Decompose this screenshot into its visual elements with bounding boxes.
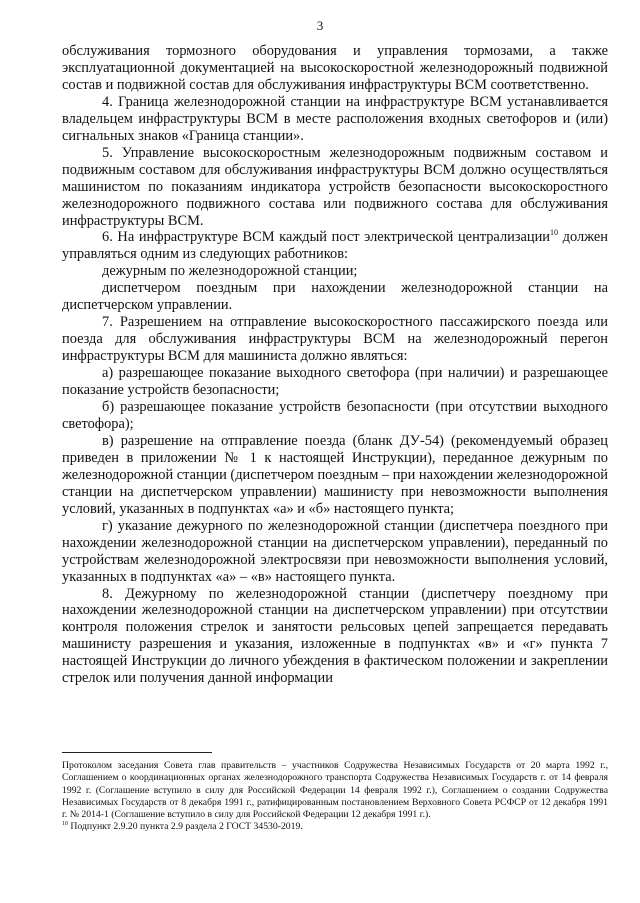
paragraph [62, 263, 608, 280]
paragraph [62, 365, 608, 399]
footnote-separator [62, 752, 212, 753]
paragraph-text: в) разрешение на отправление поезда (бланк ДУ-54) (рекомендуемый образец приведен в приложении № 1 к настоящей Инструкции), переданное дежурным по железнодорожной станции (диспетчером поездным – при нахождении железнодорожной станции на диспетчерском управлении) машинисту при невозможности выполнения условий, указанных в подпунктах «а» и «б» настоящего пункта; [62, 432, 608, 517]
paragraph-text: 6. На инфраструктуре ВСМ каждый пост электрической централизации [102, 229, 550, 246]
paragraph [62, 433, 608, 518]
footnote-text: Подпункт 2.9.20 пункта 2.9 раздела 2 ГОСТ 34530-2019. [68, 821, 303, 833]
paragraph-text: обслуживания тормозного оборудования и управления тормозами, а также эксплуатационной документацией на высокоскоростной железнодорожный подвижной состав и подвижной состав для обслуживания инфраструктуры ВСМ соответственно. [62, 43, 608, 93]
footnote-reference[interactable]: 10 [550, 228, 558, 238]
paragraph-text: 8. Дежурному по железнодорожной станции (диспетчеру поездному при нахождении железнодорожной станции на диспетчерском управлении) при отсутствии контроля положения стрелок и занятости рельсовых цепей запрещается передавать машинисту разрешения и указания, изложенные в подпунктах «в» и «г» пункта 7 настоящей Инструкции до личного убеждения в фактическом положении и закреплении стрелок или получения данной информации [62, 585, 608, 687]
paragraph [62, 280, 608, 314]
paragraph [62, 229, 608, 263]
paragraph-text: а) разрешающее показание выходного светофора (при наличии) и разрешающее показание устройств безопасности; [62, 365, 608, 399]
paragraph [62, 586, 608, 688]
paragraph [62, 43, 608, 94]
paragraph-text: 4. Граница железнодорожной станции на инфраструктуре ВСМ устанавливается владельцем инфраструктуры ВСМ в месте расположения входных светофоров и (или) сигнальных знаков «Граница станции». [62, 93, 608, 144]
paragraph-text: дежурным по железнодорожной станции; [102, 263, 358, 280]
document-body [62, 43, 608, 687]
paragraph [62, 518, 608, 586]
footnote-text: Протоколом заседания Совета глав правительств – участников Содружества Независимых Государств от 20 марта 1992 г., Соглашением о координационных органах железнодорожного транспорта Содружества Независимых Государств г. от 14 февраля 1992 г. (Соглашение вступило в силу для Российской Федерации 14 февраля 1992 г.), Соглашением о создании Содружества Независимых Государств от 8 декабря 1991 г., ратифицированным постановлением Верховного Совета РСФСР от 12 декабря 1991 г. № 2014-1 (Соглашение вступило в силу для Российской Федерации 12 декабря 1991 г.). [62, 760, 608, 821]
paragraph [62, 399, 608, 433]
paragraph [62, 145, 608, 230]
page-number: 3 [316, 18, 324, 33]
paragraph-text: 7. Разрешением на отправление высокоскоростного пассажирского поезда или поезда для обслуживания инфраструктуры ВСМ на железнодорожный перегон инфраструктуры ВСМ для машиниста должно являться: [62, 314, 608, 365]
paragraph-text: 5. Управление высокоскоростным железнодорожным подвижным составом и подвижным составом для обслуживания инфраструктуры ВСМ должно осуществляться машинистом по показаниям индикатора устройств безопасности высокоскоростного железнодорожного подвижного состава или подвижного состава для обслуживания инфраструктуры ВСМ. [62, 144, 608, 229]
paragraph-text-tail: должен управляться одним из следующих работников: [62, 229, 608, 263]
footnote-mark: 10 [62, 821, 68, 828]
paragraph-text: диспетчером поездным при нахождении железнодорожной станции на диспетчерском управлении. [62, 280, 608, 314]
paragraph-text: г) указание дежурного по железнодорожной станции (диспетчера поездного при нахождении железнодорожной станции на диспетчерском управлении), переданный по устройствам железнодорожной электросвязи при невозможности выполнения условий, указанных в подпунктах «а» – «в» настоящего пункта. [62, 517, 608, 585]
paragraph-text: б) разрешающее показание устройств безопасности (при отсутствии выходного светофора); [62, 399, 608, 432]
footnotes [62, 760, 608, 834]
footnote [62, 821, 608, 833]
paragraph [62, 314, 608, 365]
footnote [62, 760, 608, 821]
paragraph [62, 94, 608, 145]
